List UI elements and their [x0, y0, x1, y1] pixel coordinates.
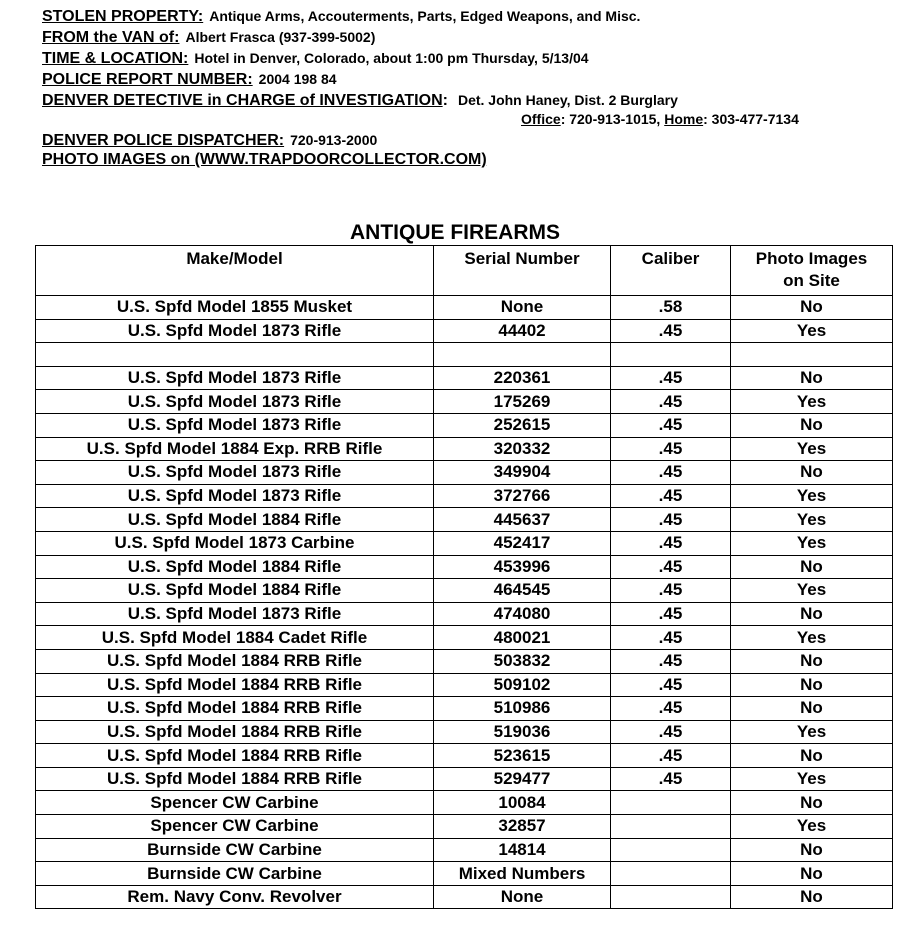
caliber-cell: [611, 885, 731, 909]
serial-number-header: Serial Number: [434, 246, 611, 296]
caliber-cell: .45: [611, 744, 731, 768]
photo-images-cell: Yes: [731, 767, 893, 791]
photo-images-cell: Yes: [731, 579, 893, 603]
table-header-row: [36, 246, 893, 296]
make-model-cell: [36, 343, 434, 367]
from-van-label: FROM the VAN of:: [42, 29, 180, 46]
photo-images-cell: No: [731, 885, 893, 909]
serial-number-cell: [434, 343, 611, 367]
caliber-cell: .45: [611, 649, 731, 673]
photo-images-cell: Yes: [731, 720, 893, 744]
caliber-cell: .45: [611, 413, 731, 437]
make-model-cell: Burnside CW Carbine: [36, 862, 434, 886]
serial-number-cell: 453996: [434, 555, 611, 579]
stolen-property-label: STOLEN PROPERTY:: [42, 8, 204, 25]
photo-header-line2: on Site: [783, 271, 840, 290]
stolen-property-line: [42, 7, 640, 26]
table-row: [36, 885, 893, 909]
table-row: [36, 838, 893, 862]
serial-number-cell: 474080: [434, 602, 611, 626]
caliber-cell: .45: [611, 602, 731, 626]
caliber-cell: .45: [611, 366, 731, 390]
caliber-cell: .45: [611, 484, 731, 508]
detective-value: Det. John Haney, Dist. 2 Burglary: [457, 92, 678, 108]
serial-number-cell: 523615: [434, 744, 611, 768]
photo-images-cell: Yes: [731, 508, 893, 532]
photo-images-cell: No: [731, 555, 893, 579]
photo-images-cell: Yes: [731, 626, 893, 650]
serial-number-cell: 509102: [434, 673, 611, 697]
photo-images-cell: [731, 343, 893, 367]
serial-number-cell: Mixed Numbers: [434, 862, 611, 886]
photo-images-cell: No: [731, 602, 893, 626]
table-row: [36, 531, 893, 555]
table-row: [36, 508, 893, 532]
table-row: [36, 626, 893, 650]
table-row: [36, 649, 893, 673]
table-row: [36, 697, 893, 721]
make-model-cell: U.S. Spfd Model 1873 Rifle: [36, 366, 434, 390]
caliber-cell: .58: [611, 296, 731, 320]
make-model-cell: U.S. Spfd Model 1884 Rifle: [36, 508, 434, 532]
photo-images-cell: No: [731, 461, 893, 485]
make-model-cell: U.S. Spfd Model 1873 Rifle: [36, 602, 434, 626]
make-model-cell: U.S. Spfd Model 1873 Rifle: [36, 461, 434, 485]
photo-header-line1: Photo Images: [755, 249, 868, 268]
serial-number-cell: 320332: [434, 437, 611, 461]
detective-line: DENVER DETECTIVE in CHARGE of INVESTIGATION: Det. John Haney, Dist. 2 Burglary: [42, 92, 678, 109]
make-model-cell: Spencer CW Carbine: [36, 791, 434, 815]
photo-images-cell: No: [731, 744, 893, 768]
photo-images-cell: Yes: [731, 531, 893, 555]
photo-images-cell: No: [731, 649, 893, 673]
make-model-cell: U.S. Spfd Model 1884 Rifle: [36, 579, 434, 603]
make-model-cell: U.S. Spfd Model 1884 Exp. RRB Rifle: [36, 437, 434, 461]
photo-images-cell: Yes: [731, 390, 893, 414]
make-model-cell: U.S. Spfd Model 1873 Rifle: [36, 319, 434, 343]
police-report-label: POLICE REPORT NUMBER:: [42, 71, 253, 88]
make-model-cell: U.S. Spfd Model 1884 Cadet Rifle: [36, 626, 434, 650]
table-row: [36, 720, 893, 744]
serial-number-cell: 372766: [434, 484, 611, 508]
caliber-cell: [611, 791, 731, 815]
serial-number-cell: 480021: [434, 626, 611, 650]
serial-number-cell: 44402: [434, 319, 611, 343]
from-van-value: Albert Frasca (937-399-5002): [185, 29, 376, 45]
caliber-cell: .45: [611, 767, 731, 791]
time-location-label: TIME & LOCATION:: [42, 50, 189, 67]
table-row: [36, 437, 893, 461]
photo-images-cell: No: [731, 697, 893, 721]
caliber-header: Caliber: [611, 246, 731, 296]
dispatcher-label: DENVER POLICE DISPATCHER:: [42, 132, 285, 149]
make-model-header: Make/Model: [36, 246, 434, 296]
table-row: [36, 673, 893, 697]
from-van-line: [42, 28, 375, 47]
photo-images-header: [731, 246, 893, 296]
serial-number-cell: 10084: [434, 791, 611, 815]
table-row: [36, 815, 893, 839]
make-model-cell: Rem. Navy Conv. Revolver: [36, 885, 434, 909]
caliber-cell: .45: [611, 508, 731, 532]
caliber-cell: .45: [611, 720, 731, 744]
photo-images-cell: Yes: [731, 319, 893, 343]
table-row: [36, 319, 893, 343]
antique-firearms-table: [35, 245, 893, 909]
caliber-cell: .45: [611, 319, 731, 343]
serial-number-cell: 32857: [434, 815, 611, 839]
serial-number-cell: 464545: [434, 579, 611, 603]
make-model-cell: U.S. Spfd Model 1884 RRB Rifle: [36, 720, 434, 744]
police-report-value: 2004 198 84: [258, 71, 337, 87]
serial-number-cell: 349904: [434, 461, 611, 485]
serial-number-cell: 14814: [434, 838, 611, 862]
table-row: [36, 461, 893, 485]
serial-number-cell: None: [434, 296, 611, 320]
dispatcher-value: 720-913-2000: [290, 132, 378, 148]
table-row: [36, 296, 893, 320]
make-model-cell: U.S. Spfd Model 1855 Musket: [36, 296, 434, 320]
caliber-cell: .45: [611, 555, 731, 579]
table-row: [36, 366, 893, 390]
office-label: Office: [521, 111, 561, 127]
contact-phones-line: [521, 110, 799, 129]
table-title: ANTIQUE FIREARMS: [350, 221, 560, 244]
time-location-line: [42, 49, 589, 68]
caliber-cell: [611, 815, 731, 839]
photo-images-cell: Yes: [731, 484, 893, 508]
table-row: [36, 484, 893, 508]
photo-images-cell: No: [731, 296, 893, 320]
photo-images-cell: No: [731, 673, 893, 697]
home-label: Home: [664, 111, 704, 127]
make-model-cell: U.S. Spfd Model 1884 Rifle: [36, 555, 434, 579]
serial-number-cell: 503832: [434, 649, 611, 673]
caliber-cell: [611, 862, 731, 886]
make-model-cell: U.S. Spfd Model 1884 RRB Rifle: [36, 697, 434, 721]
caliber-cell: .45: [611, 531, 731, 555]
caliber-cell: .45: [611, 579, 731, 603]
photo-images-cell: No: [731, 862, 893, 886]
serial-number-cell: 529477: [434, 767, 611, 791]
serial-number-cell: 445637: [434, 508, 611, 532]
caliber-cell: .45: [611, 626, 731, 650]
caliber-cell: .45: [611, 390, 731, 414]
table-row: [36, 413, 893, 437]
dispatcher-line: [42, 131, 377, 150]
table-row: [36, 602, 893, 626]
make-model-cell: U.S. Spfd Model 1873 Carbine: [36, 531, 434, 555]
serial-number-cell: None: [434, 885, 611, 909]
serial-number-cell: 220361: [434, 366, 611, 390]
make-model-cell: U.S. Spfd Model 1884 RRB Rifle: [36, 649, 434, 673]
serial-number-cell: 519036: [434, 720, 611, 744]
office-value: : 720-913-1015,: [560, 111, 665, 127]
table-row: [36, 791, 893, 815]
photo-images-label: PHOTO IMAGES on (WWW.TRAPDOORCOLLECTOR.COM): [42, 151, 487, 168]
photo-images-cell: No: [731, 413, 893, 437]
make-model-cell: U.S. Spfd Model 1884 RRB Rifle: [36, 767, 434, 791]
police-report-line: [42, 70, 337, 89]
table-row: [36, 579, 893, 603]
serial-number-cell: 252615: [434, 413, 611, 437]
photo-images-cell: No: [731, 838, 893, 862]
caliber-cell: .45: [611, 437, 731, 461]
photo-images-cell: No: [731, 366, 893, 390]
table-row: [36, 555, 893, 579]
make-model-cell: U.S. Spfd Model 1884 RRB Rifle: [36, 673, 434, 697]
caliber-cell: [611, 343, 731, 367]
photo-images-cell: Yes: [731, 437, 893, 461]
caliber-cell: .45: [611, 461, 731, 485]
table-row: [36, 390, 893, 414]
photo-images-line: [42, 151, 487, 169]
make-model-cell: U.S. Spfd Model 1873 Rifle: [36, 484, 434, 508]
caliber-cell: .45: [611, 673, 731, 697]
make-model-cell: U.S. Spfd Model 1873 Rifle: [36, 413, 434, 437]
photo-images-cell: Yes: [731, 815, 893, 839]
make-model-cell: Burnside CW Carbine: [36, 838, 434, 862]
table-row: [36, 744, 893, 768]
make-model-cell: U.S. Spfd Model 1884 RRB Rifle: [36, 744, 434, 768]
stolen-property-value: Antique Arms, Accouterments, Parts, Edged Weapons, and Misc.: [209, 8, 641, 24]
make-model-cell: Spencer CW Carbine: [36, 815, 434, 839]
detective-label: DENVER DETECTIVE in CHARGE of INVESTIGATION: [42, 92, 443, 109]
table-row: [36, 767, 893, 791]
home-value: : 303-477-7134: [703, 111, 799, 127]
time-location-value: Hotel in Denver, Colorado, about 1:00 pm Thursday, 5/13/04: [194, 50, 589, 66]
serial-number-cell: 175269: [434, 390, 611, 414]
caliber-cell: .45: [611, 697, 731, 721]
table-row: [36, 862, 893, 886]
make-model-cell: U.S. Spfd Model 1873 Rifle: [36, 390, 434, 414]
table-row: [36, 343, 893, 367]
serial-number-cell: 452417: [434, 531, 611, 555]
photo-images-cell: No: [731, 791, 893, 815]
caliber-cell: [611, 838, 731, 862]
serial-number-cell: 510986: [434, 697, 611, 721]
